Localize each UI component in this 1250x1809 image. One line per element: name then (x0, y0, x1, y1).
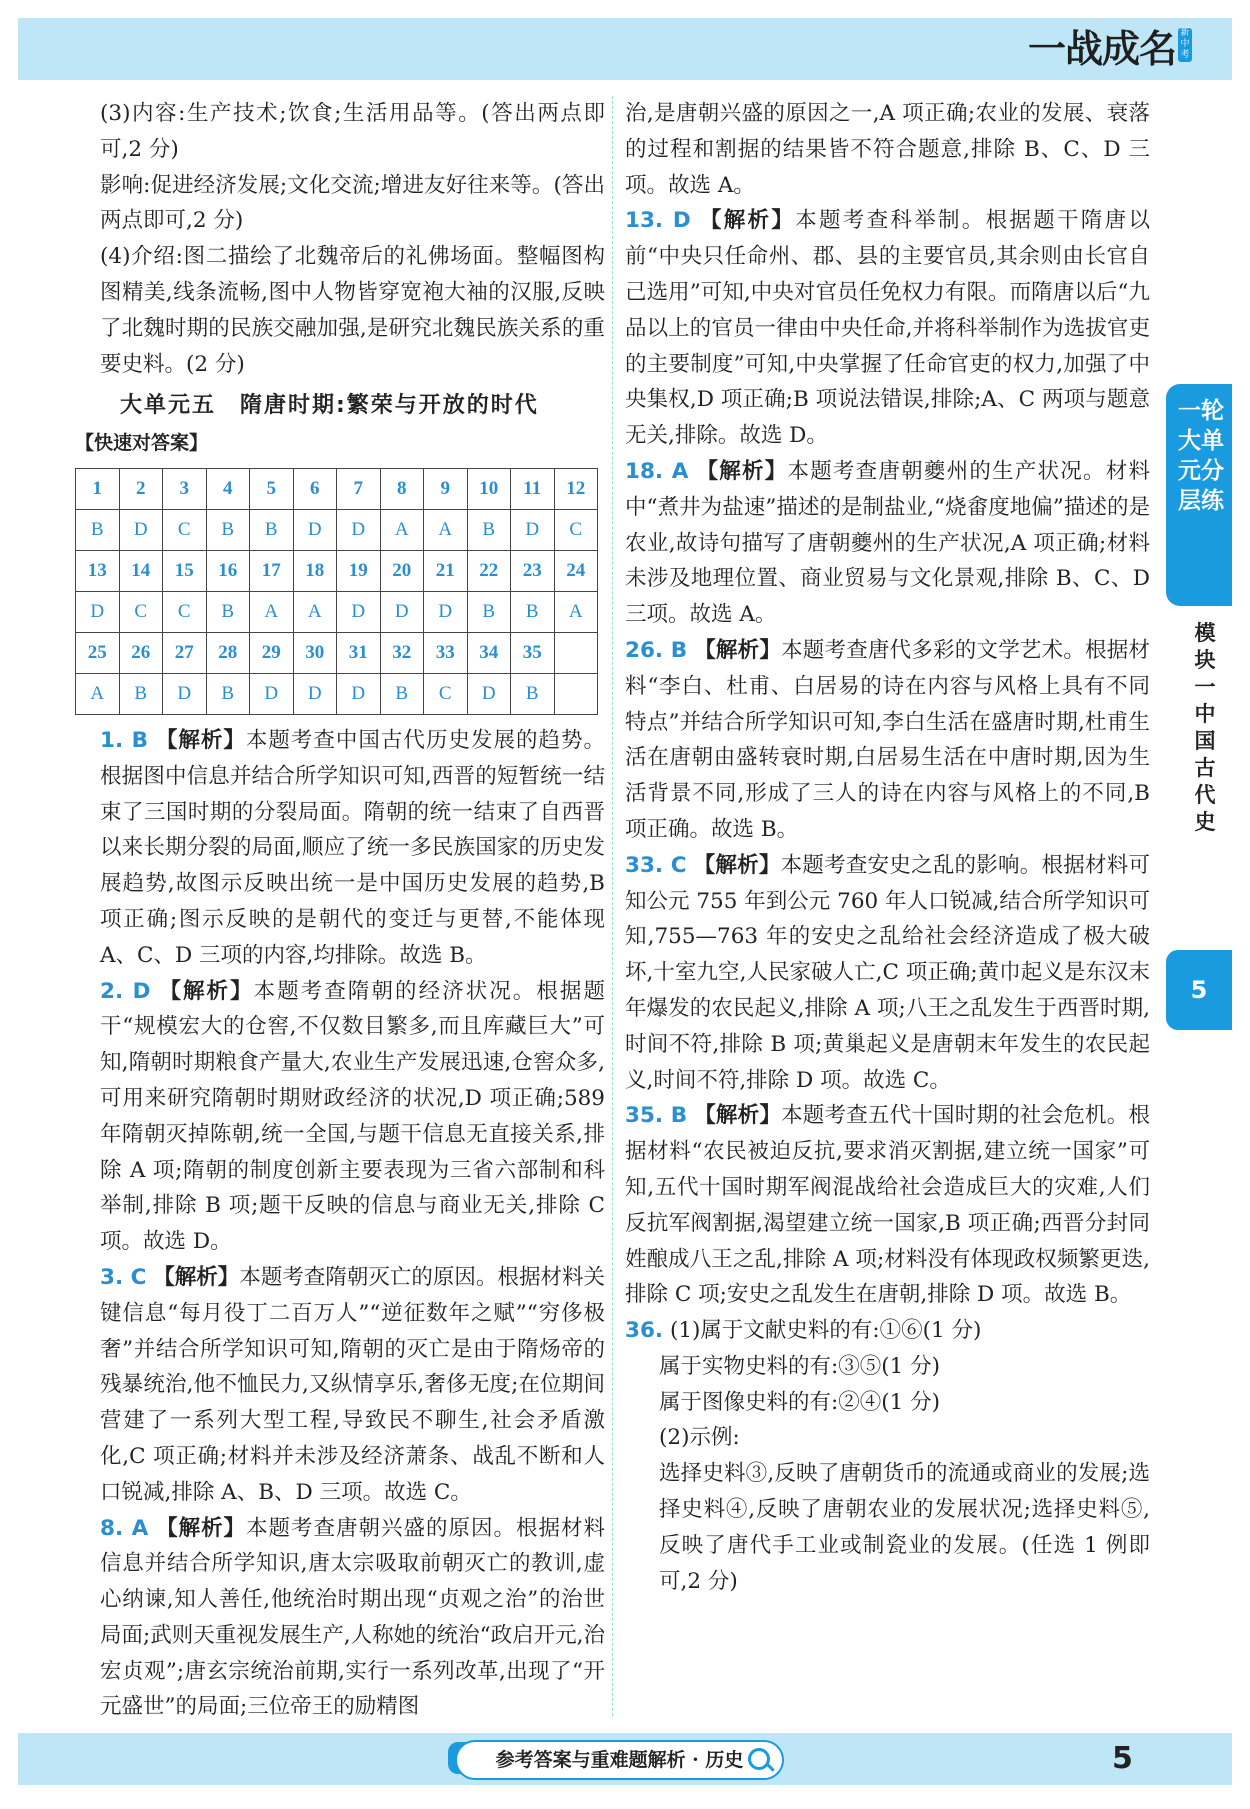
answer-cell: B (119, 673, 163, 714)
item-number: 1. B (100, 727, 149, 753)
answer-number-row (76, 632, 598, 673)
analysis-text: 本题考查唐朝夔州的生产状况。材料中“煮井为盐速”描述的是制盐业,“烧畬度地偏”描述的是农业,故诗句描写了唐朝夔州的生产状况,A 项正确;材料未涉及地理位置、商业贸易与文化景观,排除 B、C、D 三项。故选 A。 (625, 458, 1150, 628)
answer-cell: C (163, 509, 207, 550)
answer-cell: 21 (424, 550, 468, 591)
analysis-tag: 【解析】 (156, 1515, 247, 1541)
answer-cell: B (467, 591, 511, 632)
answer-cell: 26 (119, 632, 163, 673)
item-line: (2)示例: (659, 1425, 740, 1451)
analysis-text: 本题考查中国古代历史发展的趋势。根据图中信息并结合所学知识可知,西晋的短暂统一结束了三国时期的分裂局面。隋朝的统一结束了自西晋以来长期分裂的局面,顺应了统一多民族国家的历史发展趋势,故图示反映出统一是中国历史发展的趋势,B 项正确;图示反映的是朝代的变迁与更替,不能体现 A、C、D 三项的内容,均排除。故选 B。 (100, 727, 605, 968)
item-line: 属于实物史料的有:③⑤(1 分) (659, 1353, 941, 1379)
answer-cell: 28 (206, 632, 250, 673)
answer-cell: D (380, 591, 424, 632)
right-column (625, 96, 1150, 1599)
answer-cell: B (76, 509, 120, 550)
answer-cell: 15 (163, 550, 207, 591)
answer-cell: 7 (337, 468, 381, 509)
answer-cell: B (380, 673, 424, 714)
analysis-text: 本题考查隋朝的经济状况。根据题干“规模宏大的仓窖,不仅数目繁多,而且库藏巨大”可知,隋朝时期粮食产量大,农业生产发展迅速,仓窖众多,可用来研究隋朝时期财政经济的状况,D 项正确;589 年隋朝灭掉陈朝,统一全国,与题干信息无直接关系,排除 A 项;隋朝的制度创新主要表现为三省六部制和科举制,排除 B 项;题干反映的信息与商业无关,排除 C 项。故选 D。 (100, 978, 605, 1255)
answer-cell: 35 (511, 632, 555, 673)
answer-cell: 16 (206, 550, 250, 591)
answer-cell: B (467, 509, 511, 550)
answer-item (625, 454, 1150, 633)
analysis-tag: 【解析】 (694, 637, 782, 663)
answer-item (100, 1511, 605, 1726)
answer-cell: 9 (424, 468, 468, 509)
answer-item (625, 203, 1150, 454)
answer-cell: B (511, 591, 555, 632)
analysis-tag: 【解析】 (155, 727, 246, 753)
item-line: 属于图像史料的有:②④(1 分) (659, 1389, 941, 1415)
answer-number-row (76, 550, 598, 591)
answer-cell: D (119, 509, 163, 550)
brand-logo: 一战成名 (1027, 27, 1176, 71)
answer-cell: 34 (467, 632, 511, 673)
analysis-tag: 【解析】 (696, 458, 788, 484)
answer-cell: 12 (554, 468, 598, 509)
answer-cell: C (119, 591, 163, 632)
item-number: 26. B (625, 637, 688, 663)
answer-cell: 10 (467, 468, 511, 509)
answer-cell: 13 (76, 550, 120, 591)
analysis-tag: 【解析】 (693, 852, 781, 878)
answer-cell: 24 (554, 550, 598, 591)
side-page-badge: 5 (1166, 950, 1232, 1030)
answer-cell: D (467, 673, 511, 714)
unit-title: 大单元五 隋唐时期:繁荣与开放的时代 (120, 393, 539, 419)
answer-cell: 1 (76, 468, 120, 509)
answer-cell: A (424, 509, 468, 550)
analysis-tag: 【解析】 (699, 208, 796, 234)
answer-cell: 25 (76, 632, 120, 673)
answer-cell: B (206, 591, 250, 632)
item-number: 35. B (625, 1103, 688, 1129)
answer-cell (554, 632, 598, 673)
answer-cell: D (293, 673, 337, 714)
answer-cell: D (76, 591, 120, 632)
answer-table (75, 468, 598, 715)
answer-cell: 5 (250, 468, 294, 509)
answer-number-row (76, 468, 598, 509)
answer-cell: 29 (250, 632, 294, 673)
item-line: (1)属于文献史料的有:①⑥(1 分) (669, 1318, 982, 1344)
answer-cell: 31 (337, 632, 381, 673)
answer-cell: C (163, 591, 207, 632)
analysis-tag: 【解析】 (694, 1103, 782, 1129)
answer-cell: 23 (511, 550, 555, 591)
intro-paragraph: 影响:促进经济发展;文化交流;增进友好往来等。(答出两点即可,2 分) (100, 172, 605, 234)
analysis-tag: 【解析】 (153, 1264, 240, 1290)
answer-cell: D (163, 673, 207, 714)
footer-title: 参考答案与重难题解析 · 历史 (455, 1740, 784, 1780)
analysis-text: 本题考查五代十国时期的社会危机。根据材料“农民被迫反抗,要求消灭割据,建立统一国家”可知,五代十国时期军阀混战给社会造成巨大的灾难,人们反抗军阀割据,渴望建立统一国家,B 项正确;西晋分封同姓酿成八王之乱,排除 A 项;材料没有体现政权频繁更迭,排除 C 项;安史之乱发生在唐朝,排除 D 项。故选 B。 (625, 1103, 1150, 1308)
answer-item (625, 633, 1150, 848)
answer-cell: 33 (424, 632, 468, 673)
answer-cell: 6 (293, 468, 337, 509)
answer-cell: 32 (380, 632, 424, 673)
item-number: 18. A (625, 458, 689, 484)
column-divider (612, 96, 614, 1716)
answer-cell: 17 (250, 550, 294, 591)
answer-cell: 22 (467, 550, 511, 591)
intro-paragraph: (4)介绍:图二描绘了北魏帝后的礼佛场面。整幅图构图精美,线条流畅,图中人物皆穿宽袍大袖的汉服,反映了北魏时期的民族交融加强,是研究北魏民族关系的重要史料。(2 分) (100, 244, 605, 377)
answer-cell (554, 673, 598, 714)
analysis-text: 本题考查安史之乱的影响。根据材料可知公元 755 年到公元 760 年人口锐减,结合所学知识可知,755—763 年的安史之乱给社会经济造成了极大破坏,十室九空,人民家破人亡,C 项正确;黄巾起义是东汉末年爆发的农民起义,排除 A 项;八王之乱发生于西晋时期,时间不符,排除 B 项;黄巢起义是唐朝末年发生的农民起义,时间不符,排除 D 项。故选 C。 (625, 852, 1150, 1093)
answer-cell: B (206, 509, 250, 550)
answer-item (625, 848, 1150, 1099)
analysis-text: 本题考查唐代多彩的文学艺术。根据材料“李白、杜甫、白居易的诗在内容与风格上具有不同特点”并结合所学知识可知,李白生活在盛唐时期,杜甫生活在唐朝由盛转衰时期,白居易生活在中唐时期,因为生活背景不同,形成了三人的诗在内容与风格上的不同,B 项正确。故选 B。 (625, 637, 1150, 842)
search-icon (748, 1748, 770, 1770)
answer-cell: D (293, 509, 337, 550)
answer-cell: 20 (380, 550, 424, 591)
left-column (75, 96, 605, 1725)
answer-cell: B (250, 509, 294, 550)
answer-cell: D (424, 591, 468, 632)
answer-cell: A (554, 591, 598, 632)
answer-letter-row (76, 509, 598, 550)
answer-cell: 30 (293, 632, 337, 673)
answer-item-36 (625, 1313, 1150, 1599)
item-number: 2. D (100, 978, 151, 1004)
answer-cell: 19 (337, 550, 381, 591)
side-tab-label: 一轮大单元分层练 (1178, 398, 1224, 514)
answer-cell: 14 (119, 550, 163, 591)
analysis-tag: 【解析】 (159, 978, 254, 1004)
analysis-text: 本题考查科举制。根据题干隋唐以前“中央只任命州、郡、县的主要官员,其余则由长官自己选用”可知,中央对官员任免权力有限。而隋唐以后“九品以上的官员一律由中央任命,并将科举制作为选拔官吏的主要制度”可知,中央掌握了任命官吏的权力,加强了中央集权,D 项正确;B 项说法错误,排除;A、C 两项与题意无关,排除。故选 D。 (625, 208, 1150, 449)
answer-cell: 11 (511, 468, 555, 509)
answer-cell: 18 (293, 550, 337, 591)
answer-cell: A (380, 509, 424, 550)
answer-cell: 4 (206, 468, 250, 509)
answer-cell: D (511, 509, 555, 550)
answer-cell: C (424, 673, 468, 714)
answer-cell: 3 (163, 468, 207, 509)
page-number: 5 (1112, 1741, 1133, 1776)
answer-item (100, 974, 605, 1260)
answer-cell: B (511, 673, 555, 714)
quick-answer-label: 【快速对答案】 (75, 432, 209, 455)
item-line: 选择史料③,反映了唐朝货币的流通或商业的发展;选择史料④,反映了唐朝农业的发展状况;选择史料⑤,反映了唐代手工业或制瓷业的发展。(任选 1 例即可,2 分) (659, 1461, 1150, 1594)
side-module-label: 模块一 中国古代史 (1194, 621, 1237, 834)
answer-item (625, 1098, 1150, 1313)
answer-letter-row (76, 673, 598, 714)
answer-cell: D (250, 673, 294, 714)
item-number: 13. D (625, 208, 691, 234)
answer-cell: 8 (380, 468, 424, 509)
answer-cell: A (293, 591, 337, 632)
answer-cell: D (337, 591, 381, 632)
answer-cell: B (206, 673, 250, 714)
answer-cell: 2 (119, 468, 163, 509)
answer-cell: D (337, 509, 381, 550)
answer-cell: A (76, 673, 120, 714)
answer-item (100, 1260, 605, 1511)
item-number: 33. C (625, 852, 687, 878)
item-number: 36. (625, 1318, 664, 1344)
analysis-text: 本题考查隋朝灭亡的原因。根据材料关键信息“每月役丁二百万人”“逆征数年之赋”“穷侈极奢”并结合所学知识可知,隋朝的灭亡是由于隋炀帝的残暴统治,他不恤民力,又纵情享乐,奢侈无度;在位期间营建了一系列大型工程,导致民不聊生,社会矛盾激化,C 项正确;材料并未涉及经济萧条、战乱不断和人口锐减,排除 A、B、D 三项。故选 C。 (100, 1264, 605, 1505)
answer-cell: D (337, 673, 381, 714)
answer-item (100, 723, 605, 974)
intro-paragraph: (3)内容:生产技术;饮食;生活用品等。(答出两点即可,2 分) (100, 101, 605, 162)
answer-cell: A (250, 591, 294, 632)
answer-cell: C (554, 509, 598, 550)
continued-paragraph: 治,是唐朝兴盛的原因之一,A 项正确;农业的发展、衰落的过程和割据的结果皆不符合题意,排除 B、C、D 三项。故选 A。 (625, 101, 1150, 198)
analysis-text: 本题考查唐朝兴盛的原因。根据材料信息并结合所学知识,唐太宗吸取前朝灭亡的教训,虚心纳谏,知人善任,他统治时期出现“贞观之治”的治世局面;武则天重视发展生产,人称她的统治“政启开元,治宏贞观”;唐玄宗统治前期,实行一系列改革,出现了“开元盛世”的局面;三位帝王的励精图 (100, 1515, 605, 1720)
answer-cell: 27 (163, 632, 207, 673)
item-number: 8. A (100, 1515, 149, 1541)
answer-letter-row (76, 591, 598, 632)
item-number: 3. C (100, 1264, 147, 1290)
brand-tag: 新中考 (1178, 28, 1192, 62)
